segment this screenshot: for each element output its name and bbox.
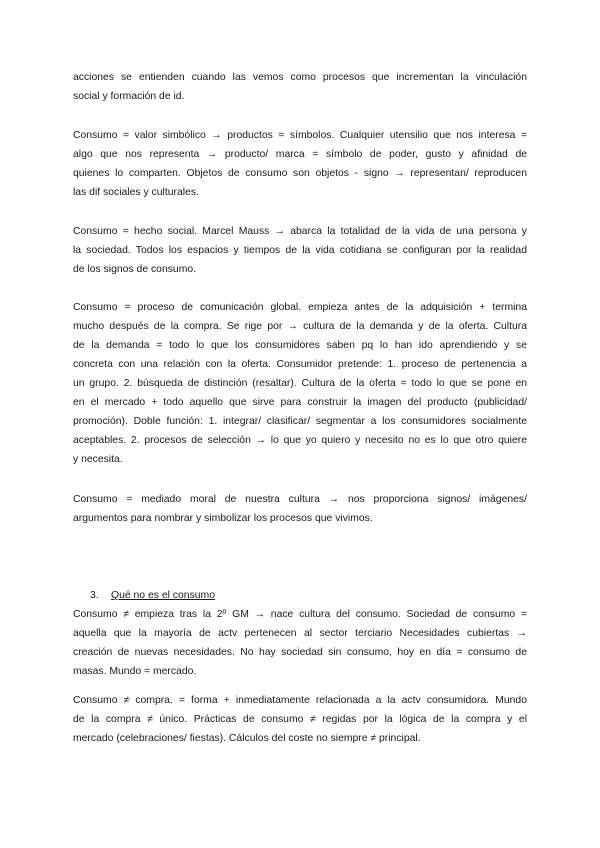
paragraph-3 (73, 222, 527, 279)
text-line: en el mercado + todo aquello que sirve para construir la imagen del producto (publicidad/ (73, 397, 527, 408)
text-line: Consumo = valor simbólico → productos = símbolos. Cualquier utensilio que nos interesa = (73, 130, 527, 141)
text-line: acciones se entienden cuando las vemos como procesos que incrementan la vinculación (73, 72, 527, 83)
text-line: la sociedad. Todos los espacios y tiempos de la vida cotidiana se configuran por la realidad (73, 245, 527, 256)
text-line: aceptables. 2. procesos de selección → lo que yo quiero y necesito no es lo que otro quiere (73, 435, 527, 446)
text-line: argumentos para nombrar y simbolizar los procesos que vivimos. (73, 513, 373, 524)
paragraph-1 (73, 68, 527, 106)
text-line: mucho después de la compra. Se rige por → cultura de la demanda y de la oferta. Cultura (73, 321, 527, 332)
paragraph-4 (73, 298, 527, 469)
text-line: y necesita. (73, 454, 123, 465)
text-line: algo que nos representa → producto/ marca = símbolo de poder, gusto y afinidad de (73, 149, 527, 160)
section-number: 3. (90, 590, 99, 601)
text-line: un grupo. 2. búsqueda de distinción (resaltar). Cultura de la oferta = todo lo que se pone en (73, 378, 527, 389)
text-line: de la demanda = todo lo que los consumidores saben pq lo han ido aprendiendo y se (73, 340, 527, 351)
section-paragraph-2 (73, 691, 527, 748)
text-line: de la compra ≠ único. Prácticas de consumo ≠ regidas por la lógica de la compra y el (73, 714, 527, 725)
text-line: Consumo ≠ compra. = forma + inmediatamente relacionada a la actv consumidora. Mundo (73, 695, 527, 706)
paragraph-2 (73, 126, 527, 202)
text-line: Consumo = mediado moral de nuestra cultura → nos proporciona signos/ imágenes/ (73, 494, 527, 505)
text-line: social y formación de id. (73, 91, 185, 102)
text-line: masas. Mundo = mercado. (73, 666, 197, 677)
text-line: de los signos de consumo. (73, 264, 197, 275)
text-line: las dif sociales y culturales. (73, 187, 199, 198)
section-title: Qué no es el consumo (111, 590, 215, 601)
text-line: Consumo = hecho social. Marcel Mauss → abarca la totalidad de la vida de una persona y (73, 226, 527, 237)
paragraph-5 (73, 490, 527, 528)
text-line: Consumo = proceso de comunicación global. empieza antes de la adquisición + termina (73, 302, 527, 313)
section-paragraph-1 (73, 605, 527, 681)
text-line: Consumo ≠ empieza tras la 2º GM → nace cultura del consumo. Sociedad de consumo = (73, 609, 527, 620)
text-line: creación de nuevas necesidades. No hay sociedad sin consumo, hoy en día = consumo de (73, 647, 527, 658)
section-heading (90, 586, 215, 605)
text-line: promoción). Doble función: 1. integrar/ clasificar/ segmentar a los consumidores socialmente (73, 416, 527, 427)
text-line: concreta con una relación con la oferta. Consumidor pretende: 1. proceso de pertenencia a (73, 359, 527, 370)
text-line: mercado (celebraciones/ fiestas). Cálculos del coste no siempre ≠ principal. (73, 733, 421, 744)
text-line: aquella que la mayoría de actv pertenecen al sector terciario Necesidades cubiertas → (73, 628, 527, 639)
text-line: quienes lo comparten. Objetos de consumo son objetos - signo → representan/ reproducen (73, 168, 527, 179)
